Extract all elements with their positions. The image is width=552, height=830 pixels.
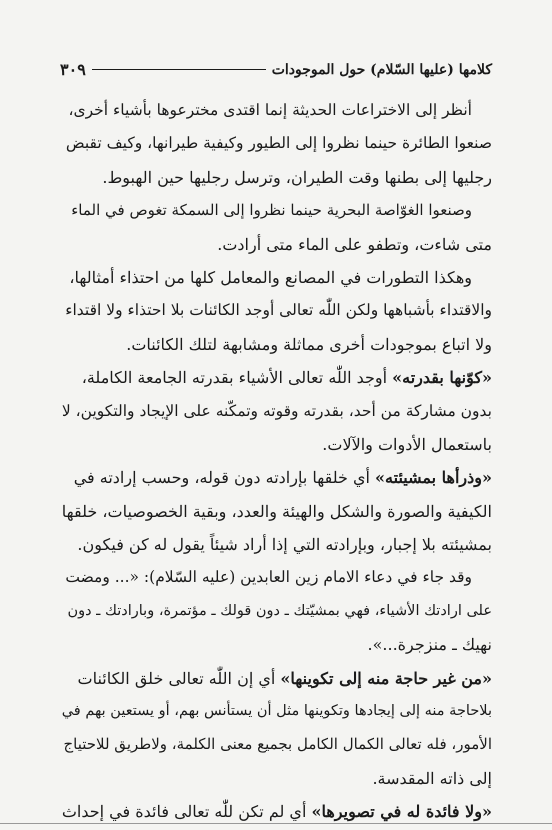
text-line: الكيفية والصورة والشكل والهيئة والعدد، وبقية الخصوصيات، خلقها xyxy=(61,501,492,521)
text-line: «كوّنها بقدرته» أوجد اللّٰه تعالى الأشياء بقدرته الجامعة الكاملة، xyxy=(81,368,492,388)
text-line: صنعوا الطائرة حينما نظروا إلى الطيور وكيفية طيرانها، وكيف تقبض xyxy=(65,134,492,153)
text-line: إلى ذاته المقدسة. xyxy=(372,768,492,788)
text-line: وقد جاء في دعاء الامام زين العابدين (عليه السّلام): «... ومضت xyxy=(65,568,472,587)
text-line: متى شاءت، وتطفو على الماء متى أرادت. xyxy=(217,234,492,254)
header-rule xyxy=(92,69,266,70)
quoted-phrase: «وذرأها بمشيئته» xyxy=(375,468,492,488)
text-line: وهكذا التطورات في المصانع والمعامل كلها من احتذاء أمثالها، xyxy=(69,267,472,287)
text-line: «ولا فائدة له في تصويرها» أي لم تكن للّٰه تعالى فائدة في إحداث xyxy=(61,802,492,822)
text-line: رجليها إلى بطنها وقت الطيران، وترسل رجليها حين الهبوط. xyxy=(102,167,492,187)
text-line: أنظر إلى الاختراعات الحديثة إنما اقتدى مخترعوها بأشياء أخرى، xyxy=(68,101,472,119)
text-line: بدون مشاركة من أحد، بقدرته وقوته وتمكّنه على الإيجاد والتكوين، لا xyxy=(61,401,492,420)
text-line: «وذرأها بمشيئته» أي خلقها بإرادته دون قوله، وحسب إرادته في xyxy=(73,468,492,488)
text-line: «من غير حاجة منه إلى تكوينها» أي إن اللّٰه تعالى خلق الكائنات xyxy=(77,668,492,688)
text-line: وصنعوا الغوّاصة البحرية حينما نظروا إلى السمكة تغوص في الماء xyxy=(71,201,472,220)
text-line: على ارادتك الأشياء، فهي بمشيّتك ـ دون قولك ـ مؤتمرة، وبارادتك ـ دون xyxy=(67,602,492,619)
page-number: ٣٠٩ xyxy=(60,60,86,79)
text-line: بمشيئته بلا إجبار، وبإرادته التي إذا أراد شيئاً يقول له كن فيكون. xyxy=(77,535,492,555)
quoted-phrase: «كوّنها بقدرته» xyxy=(392,368,492,388)
text-line: والاقتداء بأشباهها ولكن اللّٰه تعالى أوجد الكائنات بلا احتذاء ولا اقتداء xyxy=(65,301,492,320)
text-line: ولا اتباع بموجودات أخرى مماثلة ومشابهة لتلك الكائنات. xyxy=(126,334,492,354)
page-bottom-edge xyxy=(0,823,552,824)
text-line: باستعمال الأدوات والآلات. xyxy=(322,434,492,454)
text-line: الأمور، فله تعالى الكمال الكامل بجميع معنى الكلمة، ولاطريق للاحتياج xyxy=(63,735,492,754)
quoted-phrase: «من غير حاجة منه إلى تكوينها» xyxy=(280,668,492,688)
quoted-phrase: «ولا فائدة له في تصويرها» xyxy=(311,802,492,822)
text-line: نهيك ـ منزجرة...». xyxy=(367,635,492,655)
text-line: بلاحاجة منه إلى إيجادها وتكوينها مثل أن يستأنس بهم، أو يستعين بهم في xyxy=(61,703,492,720)
page-body xyxy=(60,94,492,829)
running-header xyxy=(60,60,492,79)
header-title: كلامها (عليها السّلام) حول الموجودات xyxy=(271,61,492,78)
